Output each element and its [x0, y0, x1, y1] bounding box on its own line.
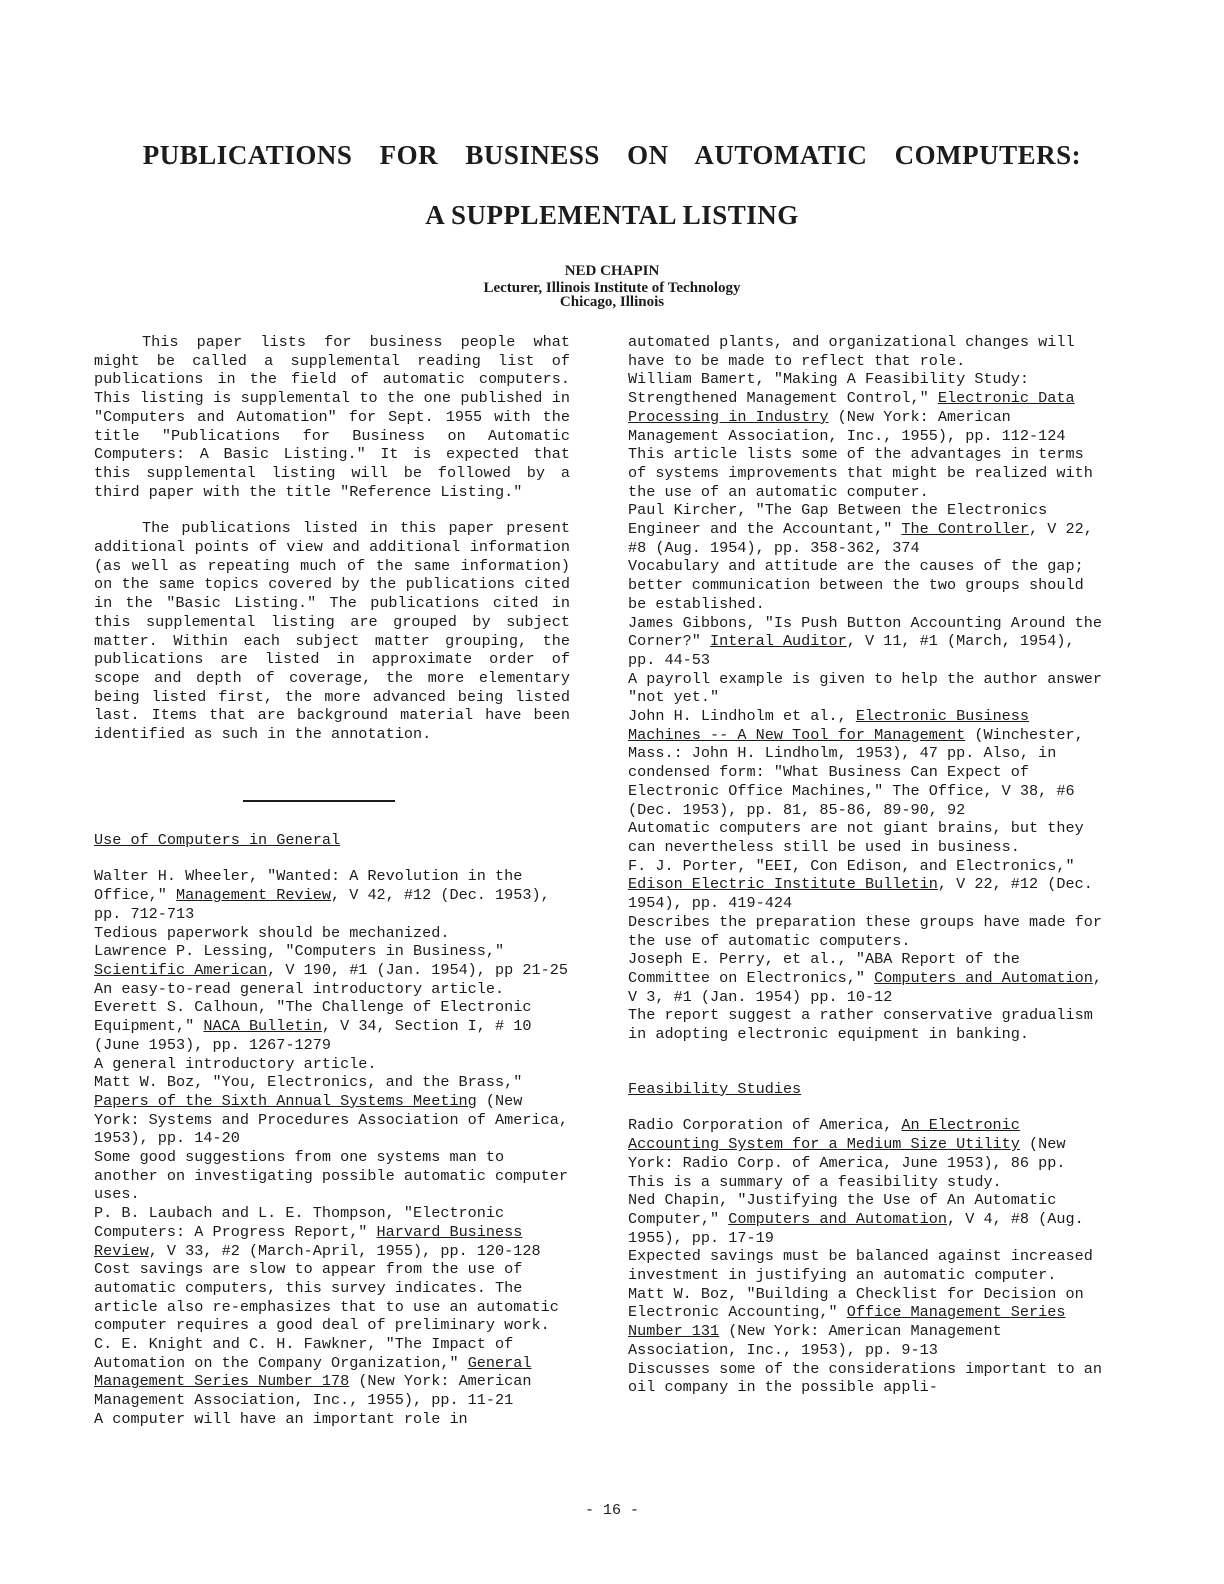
page-title-line-1: PUBLICATIONS FOR BUSINESS ON AUTOMATIC COMPUTERS: [142, 140, 1082, 170]
bibliography-entry [94, 942, 570, 979]
author-location: Chicago, Illinois [559, 294, 665, 310]
entry-annotation: A payroll example is given to help the author answer "not yet." [628, 669, 1102, 707]
citation-text: F. J. Porter, "EEI, Con Edison, and Electronics," [628, 856, 1075, 875]
citation-text: (New York: Systems and Procedures Association of America, 1953), pp. 14-20 [94, 1091, 568, 1148]
citation-text: (New York: American Management Association, Inc., 1955), pp. 112-124 [628, 407, 1066, 445]
section-divider [243, 800, 395, 802]
citation-text: (New York: American Management Association, Inc., 1955), pp. 11-21 [94, 1372, 532, 1410]
publication-title: Interal Auditor [710, 632, 847, 651]
entry-annotation: A computer will have an important role in [94, 1409, 468, 1428]
publication-title: Harvard Business Review [94, 1222, 523, 1260]
citation-text: (Winchester, Mass.: John H. Lindholm, 1953), 47 pp. Also, in condensed form: "What Business Can Expect of Electronic Office Machines," The Office, V 38, #6 (Dec. 1953), pp. 81, 85-86, 89-90, 92 [628, 725, 1084, 819]
entry-annotation: Discusses some of the considerations important to an oil company in the possible appli- [628, 1359, 1102, 1397]
annotation-continued: automated plants, and organizational changes will have to be made to reflect that role. [628, 333, 1075, 370]
intro-paragraph-1: This paper lists for business people what might be called a supplemental reading list of publications in the field of automatic computers. This listing is supplemental to the one published in "Computers and Automation" for Sept. 1955 with the title "Publications for Business on Automatic Computers: A Basic Listing." It is expected that this supplemental listing will be followed by a third paper with the title "Reference Listing." [94, 333, 570, 501]
publication-title: Scientific American [94, 960, 268, 979]
publication-title: Edison Electric Institute Bulletin [628, 875, 938, 894]
entry-annotation: An easy-to-read general introductory article. [94, 979, 505, 998]
citation-text: Radio Corporation of America, [628, 1116, 902, 1135]
citation-text: John H. Lindholm et al., [628, 707, 856, 726]
citation-text: Matt W. Boz, "You, Electronics, and the Brass," [94, 1073, 523, 1092]
citation-text: , V 190, #1 (Jan. 1954), pp 21-25 [267, 960, 568, 979]
citation-text: Joseph E. Perry, et al., "ABA Report of the Committee on Electronics," [628, 950, 1020, 987]
bibliography-entry [94, 1073, 570, 1148]
citation-text: (New York: American Management Association, Inc., 1953), pp. 9-13 [628, 1322, 1002, 1359]
citation-text: , V 22, #12 (Dec. 1954), pp. 419-424 [628, 875, 1093, 913]
citation-text: James Gibbons, "Is Push Button Accounting Around the Corner?" [628, 613, 1102, 651]
page-title-line-2: A SUPPLEMENTAL LISTING [425, 200, 799, 230]
citation-text: , V 4, #8 (Aug. 1955), pp. 17-19 [628, 1209, 1084, 1247]
publication-title: Electronic Business Machines -- A New Tool for Management [628, 707, 1030, 744]
entry-annotation: The report suggest a rather conservative gradualism in adopting electronic equipment in banking. [628, 1006, 1093, 1044]
citation-text: (New York: Radio Corp. of America, June 1953), 86 pp. [628, 1135, 1066, 1172]
right-column [628, 333, 1108, 1397]
section-heading-feasibility: Feasibility Studies [628, 1079, 802, 1098]
bibliography-entry [628, 1285, 1108, 1360]
citation-text: P. B. Laubach and L. E. Thompson, "Electronic Computers: A Progress Report," [94, 1204, 505, 1241]
citation-text: Lawrence P. Lessing, "Computers in Business," [94, 942, 505, 961]
entry-annotation: Some good suggestions from one systems man to another on investigating possible automatic computer uses. [94, 1148, 568, 1204]
citation-text: , V 11, #1 (March, 1954), pp. 44-53 [628, 632, 1075, 669]
entry-annotation: Describes the preparation these groups have made for the use of automatic computers. [628, 912, 1102, 950]
entry-annotation: This article lists some of the advantages in terms of systems improvements that might be realized with the use of an automatic computer. [628, 445, 1093, 501]
entry-annotation: A general introductory article. [94, 1054, 377, 1073]
bibliography-entry [628, 614, 1108, 670]
left-column [94, 333, 570, 1429]
publication-title: Papers of the Sixth Annual Systems Meeting [94, 1091, 477, 1110]
entry-annotation: Tedious paperwork should be mechanized. [94, 923, 450, 942]
entry-annotation: Vocabulary and attitude are the causes of the gap; better communication between the two groups should be established. [628, 557, 1084, 613]
author-name: NED CHAPIN [564, 263, 660, 279]
bibliography-entry [628, 1116, 1108, 1172]
page-number: - 16 - [584, 1502, 639, 1519]
bibliography-entry [94, 867, 570, 923]
general-cont-entries-list [628, 370, 1108, 1043]
intro-paragraph-2: The publications listed in this paper present additional points of view and additional information (as well as repeating much of the same information) on the same topics covered by the publications cited in the "Basic Listing." The publications cited in this supplemental listing are grouped by subject matter. Within each subject matter grouping, the publications are listed in approximate order of scope and depth of coverage, the more elementary being listed first, the more advanced being listed last. Items that are background material have been identified as such in the annotation. [94, 519, 570, 744]
citation-text: , V 3, #1 (Jan. 1954) pp. 10-12 [628, 968, 1102, 1006]
publication-title: Computers and Automation [874, 968, 1093, 987]
author-affiliation: Lecturer, Illinois Institute of Technology [483, 280, 741, 296]
bibliography-entry [628, 370, 1108, 445]
publication-title: An Electronic Accounting System for a Medium Size Utility [628, 1116, 1020, 1154]
citation-text: Walter H. Wheeler, "Wanted: A Revolution in the Office," [94, 867, 523, 905]
entry-annotation: This is a summary of a feasibility study. [628, 1172, 1002, 1191]
bibliography-entry [628, 1191, 1108, 1247]
publication-title: The Controller [901, 520, 1030, 539]
bibliography-entry [628, 857, 1108, 913]
citation-text: Ned Chapin, "Justifying the Use of An Automatic Computer," [628, 1191, 1057, 1228]
bibliography-entry [94, 1204, 570, 1260]
citation-text: Matt W. Boz, "Building a Checklist for Decision on Electronic Accounting," [628, 1284, 1084, 1322]
publication-title: General Management Series Number 178 [94, 1353, 532, 1391]
publication-title: NACA Bulletin [203, 1017, 322, 1036]
bibliography-entry [628, 501, 1108, 557]
bibliography-entry [94, 998, 570, 1054]
entry-annotation: Automatic computers are not giant brains, but they can nevertheless still be used in business. [628, 819, 1084, 856]
publication-title: Management Review [176, 886, 331, 905]
section-heading-general: Use of Computers in General [94, 830, 341, 849]
publication-title: Electronic Data Processing in Industry [628, 389, 1075, 426]
citation-text: Everett S. Calhoun, "The Challenge of Electronic Equipment," [94, 998, 532, 1036]
citation-text: Paul Kircher, "The Gap Between the Electronics Engineer and the Accountant," [628, 501, 1048, 539]
general-entries-list [94, 867, 570, 1428]
bibliography-entry [628, 707, 1108, 819]
publication-title: Computers and Automation [728, 1209, 948, 1228]
citation-text: , V 42, #12 (Dec. 1953), pp. 712-713 [94, 886, 550, 923]
entry-annotation: Cost savings are slow to appear from the use of automatic computers, this survey indicates. The article also re-emphasizes that to use an automatic computer requires a good deal of preliminary work. [94, 1260, 559, 1335]
feasibility-entries-list [628, 1116, 1108, 1397]
citation-text: William Bamert, "Making A Feasibility Study: Strengthened Management Control," [628, 370, 1030, 408]
citation-text: , V 22, #8 (Aug. 1954), pp. 358-362, 374 [628, 520, 1093, 557]
bibliography-entry [94, 1335, 570, 1410]
entry-annotation: Expected savings must be balanced against increased investment in justifying an automatic computer. [628, 1247, 1093, 1285]
publication-title: Office Management Series Number 131 [628, 1303, 1066, 1341]
citation-text: C. E. Knight and C. H. Fawkner, "The Impact of Automation on the Company Organization," [94, 1335, 514, 1372]
bibliography-entry [628, 950, 1108, 1006]
citation-text: , V 33, #2 (March-April, 1955), pp. 120-128 [148, 1241, 541, 1260]
citation-text: , V 34, Section I, # 10 (June 1953), pp. 1267-1279 [94, 1017, 532, 1054]
